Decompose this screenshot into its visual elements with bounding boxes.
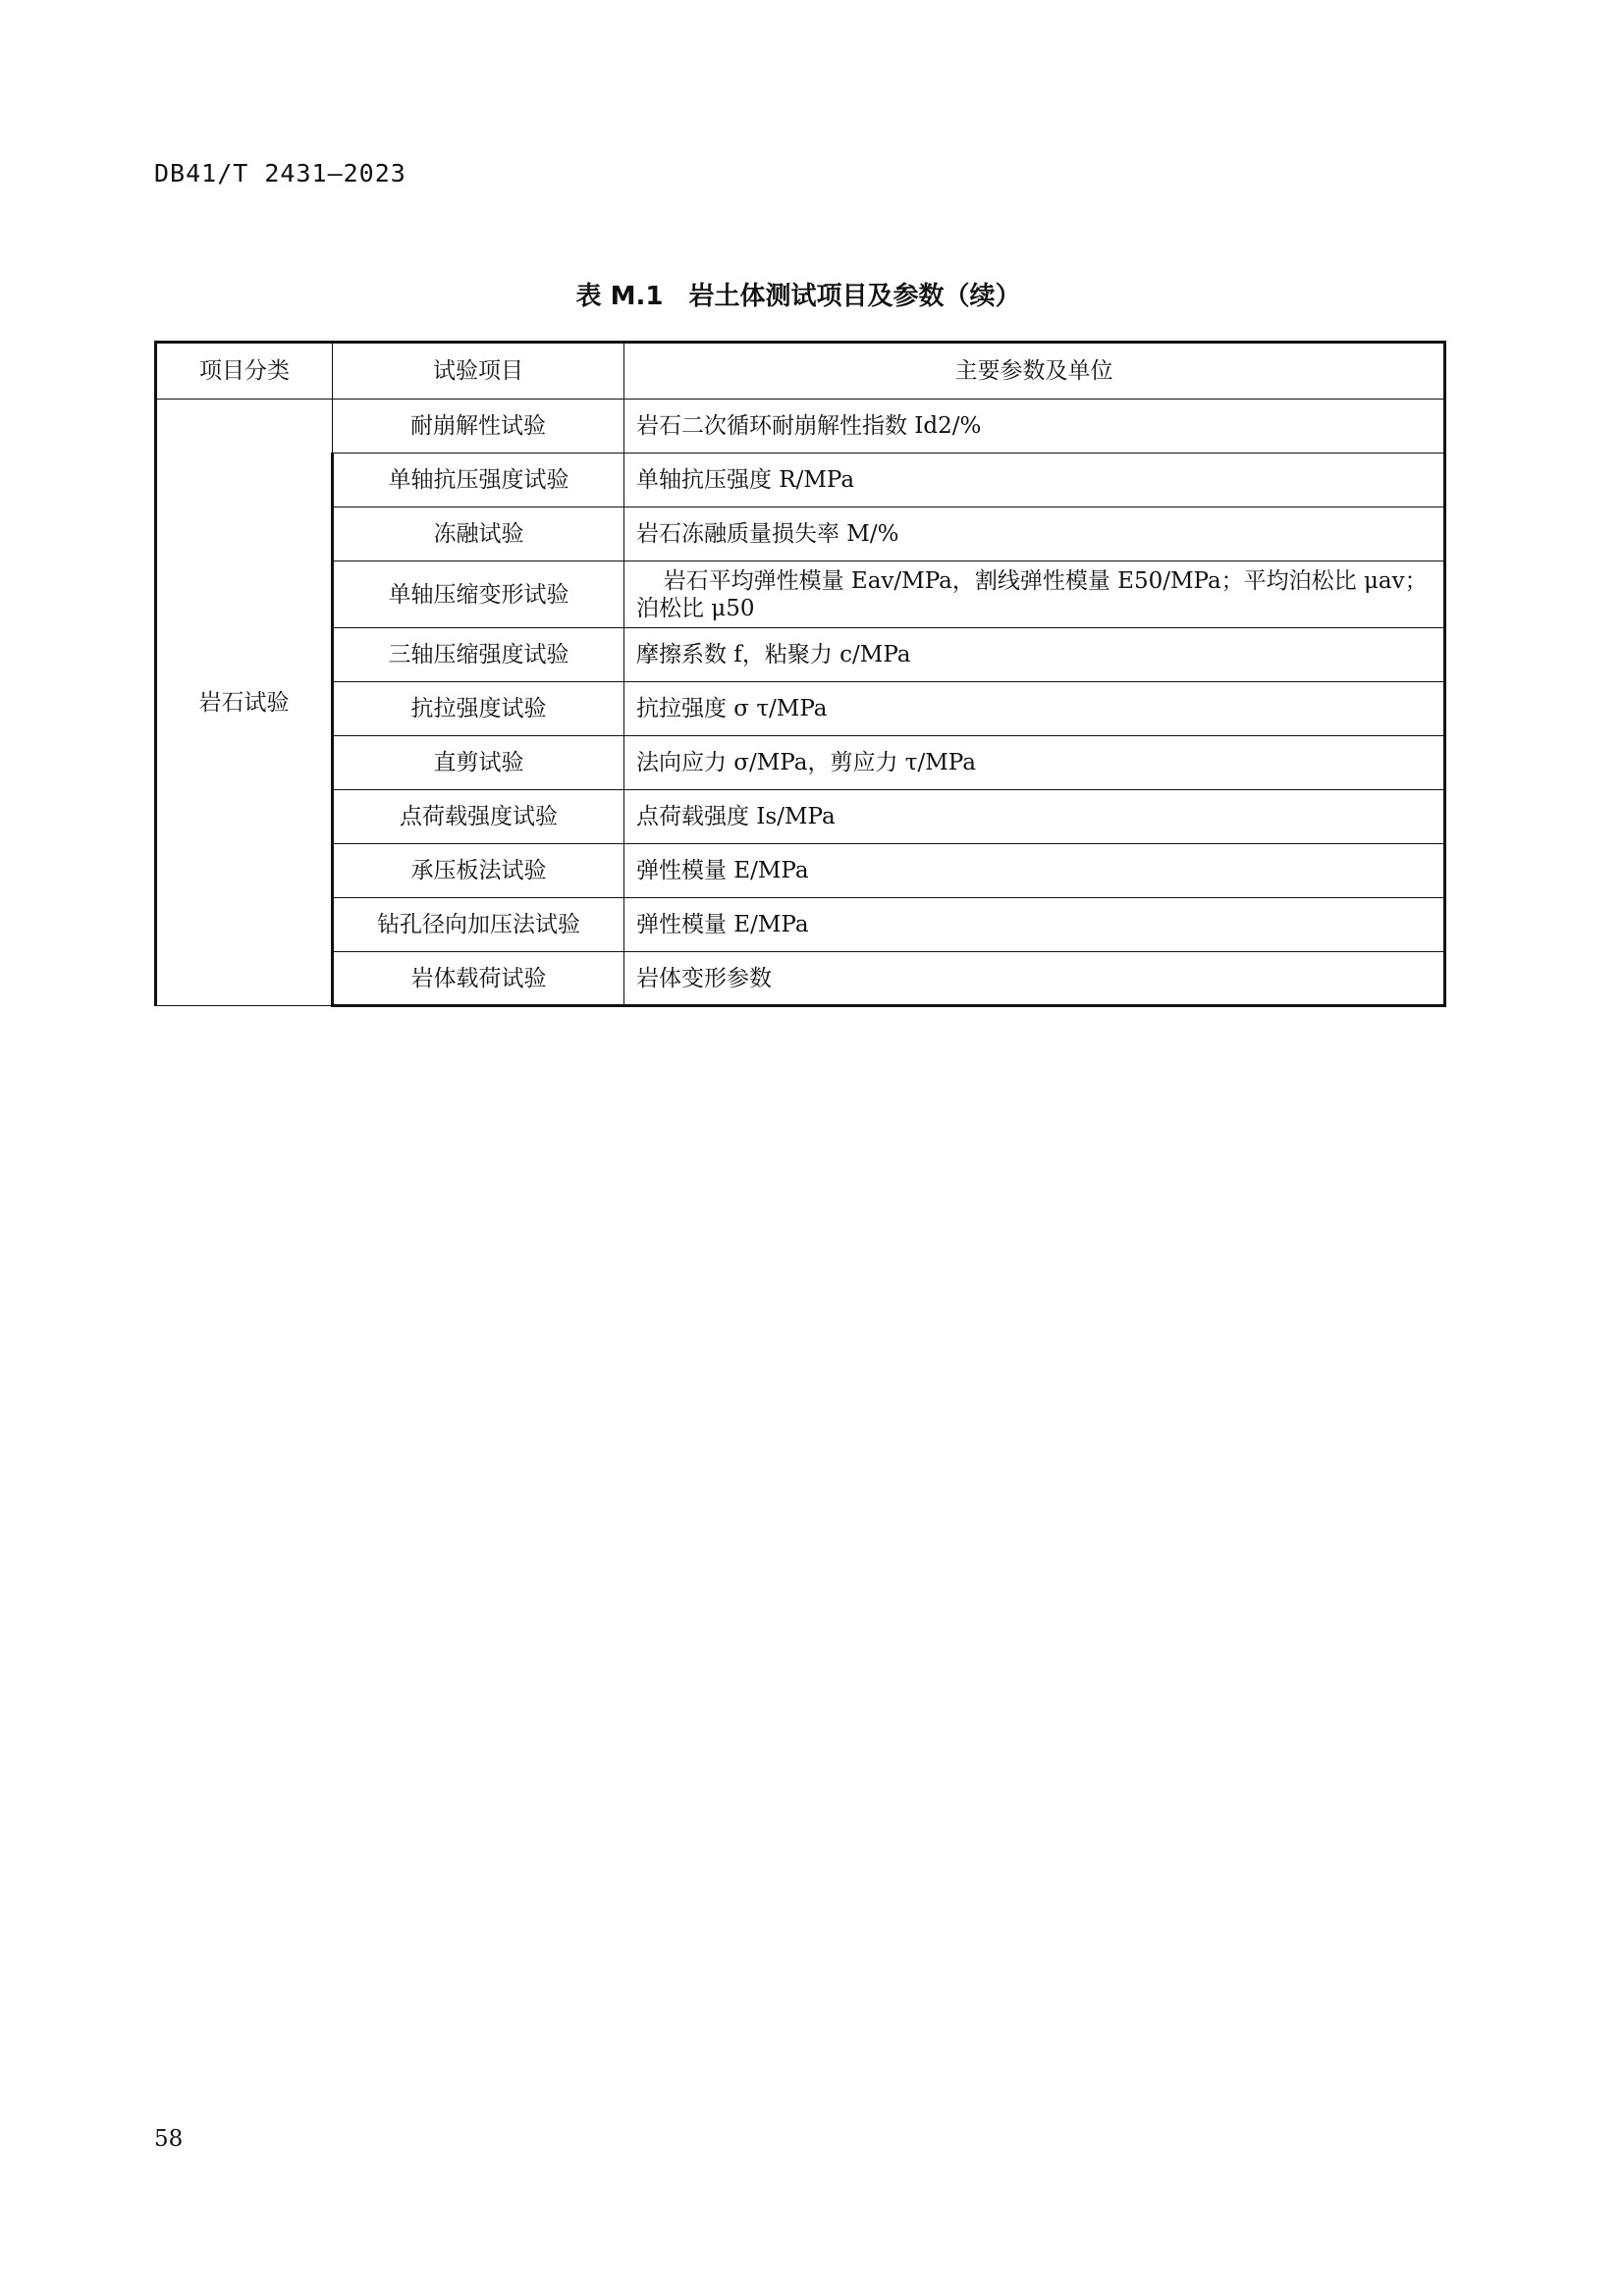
parameter-cell: 弹性模量 E/MPa: [624, 844, 1445, 898]
parameter-cell: 岩石二次循环耐崩解性指数 Id2/%: [624, 400, 1445, 454]
test-item-cell: 钻孔径向加压法试验: [333, 898, 624, 952]
parameter-cell: 岩石平均弹性模量 Eav/MPa，割线弹性模量 E50/MPa；平均泊松比 μav；泊松比 μ50: [624, 561, 1445, 628]
table-header-row: [156, 343, 1445, 400]
parameter-cell: 岩体变形参数: [624, 952, 1445, 1006]
table-row: [156, 507, 1445, 561]
table-row: [156, 898, 1445, 952]
parameter-table: [154, 341, 1446, 1007]
test-item-cell: 冻融试验: [333, 507, 624, 561]
parameter-cell: 摩擦系数 f，粘聚力 c/MPa: [624, 628, 1445, 682]
test-item-cell: 单轴抗压强度试验: [333, 454, 624, 507]
table-row: [156, 561, 1445, 628]
test-item-cell: 单轴压缩变形试验: [333, 561, 624, 628]
column-header-category: 项目分类: [156, 343, 333, 400]
document-code: DB41/T 2431—2023: [154, 159, 406, 187]
parameter-cell: 单轴抗压强度 R/MPa: [624, 454, 1445, 507]
table-row: [156, 736, 1445, 790]
parameter-cell: 弹性模量 E/MPa: [624, 898, 1445, 952]
test-item-cell: 承压板法试验: [333, 844, 624, 898]
page-number: 58: [154, 2126, 184, 2152]
parameter-cell: 法向应力 σ/MPa，剪应力 τ/MPa: [624, 736, 1445, 790]
table-row: [156, 844, 1445, 898]
table-row: [156, 952, 1445, 1006]
test-item-cell: 耐崩解性试验: [333, 400, 624, 454]
parameter-cell: 点荷载强度 Is/MPa: [624, 790, 1445, 844]
test-item-cell: 岩体载荷试验: [333, 952, 624, 1006]
test-item-cell: 抗拉强度试验: [333, 682, 624, 736]
test-item-cell: 直剪试验: [333, 736, 624, 790]
table-row: [156, 454, 1445, 507]
parameter-cell: 抗拉强度 σ τ/MPa: [624, 682, 1445, 736]
parameter-cell: 岩石冻融质量损失率 M/%: [624, 507, 1445, 561]
table-row: [156, 628, 1445, 682]
table-title: 表 M.1 岩土体测试项目及参数（续）: [575, 282, 1021, 311]
test-item-cell: 三轴压缩强度试验: [333, 628, 624, 682]
column-header-test-item: 试验项目: [333, 343, 624, 400]
category-cell: 岩石试验: [156, 400, 333, 1006]
table-row: [156, 400, 1445, 454]
column-header-parameters: 主要参数及单位: [624, 343, 1445, 400]
table-row: [156, 790, 1445, 844]
table-row: [156, 682, 1445, 736]
test-item-cell: 点荷载强度试验: [333, 790, 624, 844]
